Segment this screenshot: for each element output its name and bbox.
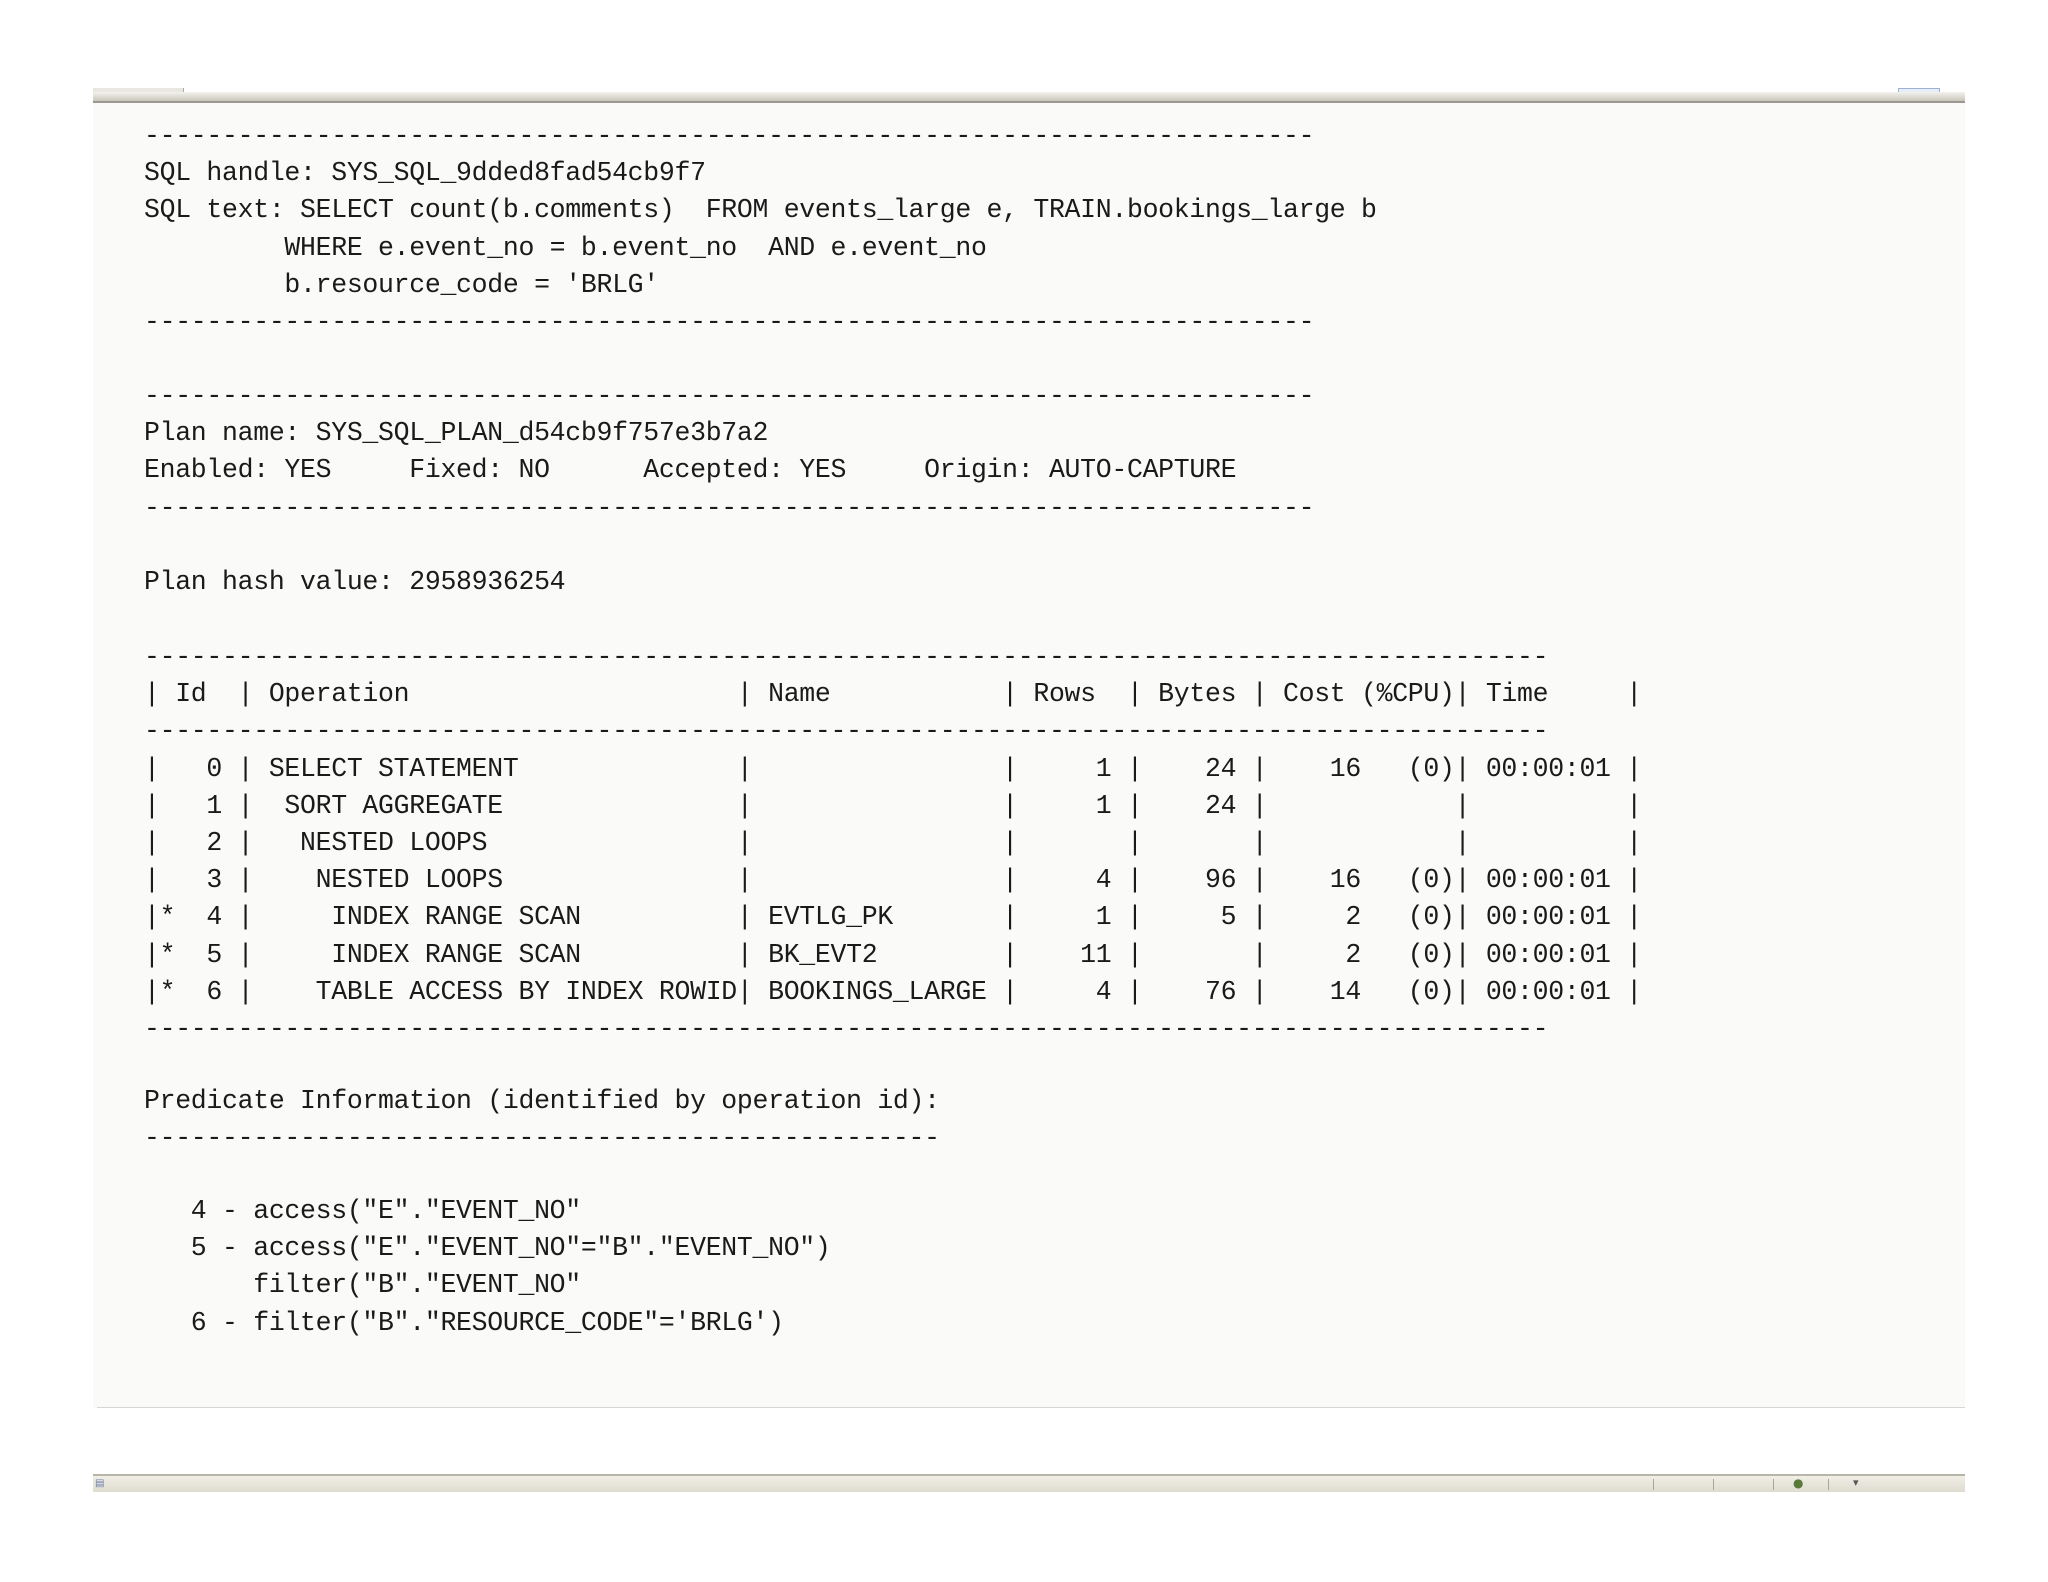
status-bar: [93, 1474, 1965, 1492]
table-row: | 3 | NESTED LOOPS | | 4 | 96 | 16 (0)| 00:00:01 |: [144, 865, 1642, 896]
sql-rule-top: ---------------------------------------------------------------------------: [144, 121, 1315, 151]
sql-handle-section: [144, 118, 1377, 341]
status-divider: [1653, 1479, 1654, 1490]
predicate-rule: ---------------------------------------------------: [144, 1123, 940, 1154]
window-top-frame: [93, 92, 1965, 103]
table-row: |* 6 | TABLE ACCESS BY INDEX ROWID| BOOKINGS_LARGE | 4 | 76 | 14 (0)| 00:00:01 |: [144, 976, 1642, 1007]
table-header: | Id | Operation | Name | Rows | Bytes | Cost (%CPU)| Time |: [144, 679, 1642, 710]
plan-rule-top: ---------------------------------------------------------------------------: [144, 381, 1315, 411]
plan-rule-bottom: ---------------------------------------------------------------------------: [144, 492, 1315, 523]
execution-plan-table: [144, 639, 1642, 1048]
page-icon: ▤: [95, 1478, 105, 1489]
table-row: | 2 | NESTED LOOPS | | | | | |: [144, 828, 1642, 859]
sql-handle: SQL handle: SYS_SQL_9dded8fad54cb9f7: [144, 158, 706, 189]
table-rule-mid: ------------------------------------------------------------------------------------------: [144, 716, 1549, 747]
plan-hash-value: Plan hash value: 2958936254: [144, 567, 566, 597]
plan-name: Plan name: SYS_SQL_PLAN_d54cb9f757e3b7a2: [144, 418, 769, 449]
sql-text-line-2: WHERE e.event_no = b.event_no AND e.event_no: [144, 232, 987, 263]
table-row: | 0 | SELECT STATEMENT | | 1 | 24 | 16 (0)| 00:00:01 |: [144, 753, 1642, 784]
content-divider: [97, 1407, 1965, 1408]
table-rule-bottom: ------------------------------------------------------------------------------------------: [144, 1014, 1549, 1045]
predicate-item: 6 - filter("B"."RESOURCE_CODE"='BRLG'): [144, 1307, 784, 1338]
predicate-item: 5 - access("E"."EVENT_NO"="B"."EVENT_NO"): [144, 1233, 831, 1264]
table-row: |* 4 | INDEX RANGE SCAN | EVTLG_PK | 1 | 5 | 2 (0)| 00:00:01 |: [144, 902, 1642, 933]
predicate-list: [144, 1193, 831, 1342]
sql-text-line-3: b.resource_code = 'BRLG': [144, 269, 659, 300]
sql-rule-bottom: ---------------------------------------------------------------------------: [144, 307, 1315, 338]
table-row: |* 5 | INDEX RANGE SCAN | BK_EVT2 | 11 | | 2 (0)| 00:00:01 |: [144, 939, 1642, 970]
plan-info-section: [144, 378, 1314, 527]
predicate-title: Predicate Information (identified by operation id):: [144, 1086, 940, 1116]
dropdown-arrow-icon[interactable]: ▾: [1853, 1476, 1859, 1489]
table-rule-top: ------------------------------------------------------------------------------------------: [144, 642, 1549, 672]
predicate-item: 4 - access("E"."EVENT_NO": [144, 1196, 581, 1226]
sql-text-line-1: SQL text: SELECT count(b.comments) FROM events_large e, TRAIN.bookings_large b: [144, 195, 1377, 226]
status-divider: [1713, 1479, 1714, 1490]
predicate-item: filter("B"."EVENT_NO": [144, 1270, 581, 1301]
status-divider: [1828, 1479, 1829, 1490]
table-row: | 1 | SORT AGGREGATE | | 1 | 24 | | |: [144, 790, 1642, 821]
security-zone-icon[interactable]: ●: [1793, 1476, 1804, 1490]
predicate-section-header: [144, 1083, 940, 1157]
plan-status: Enabled: YES Fixed: NO Accepted: YES Origin: AUTO-CAPTURE: [144, 455, 1237, 486]
status-divider: [1773, 1479, 1774, 1490]
